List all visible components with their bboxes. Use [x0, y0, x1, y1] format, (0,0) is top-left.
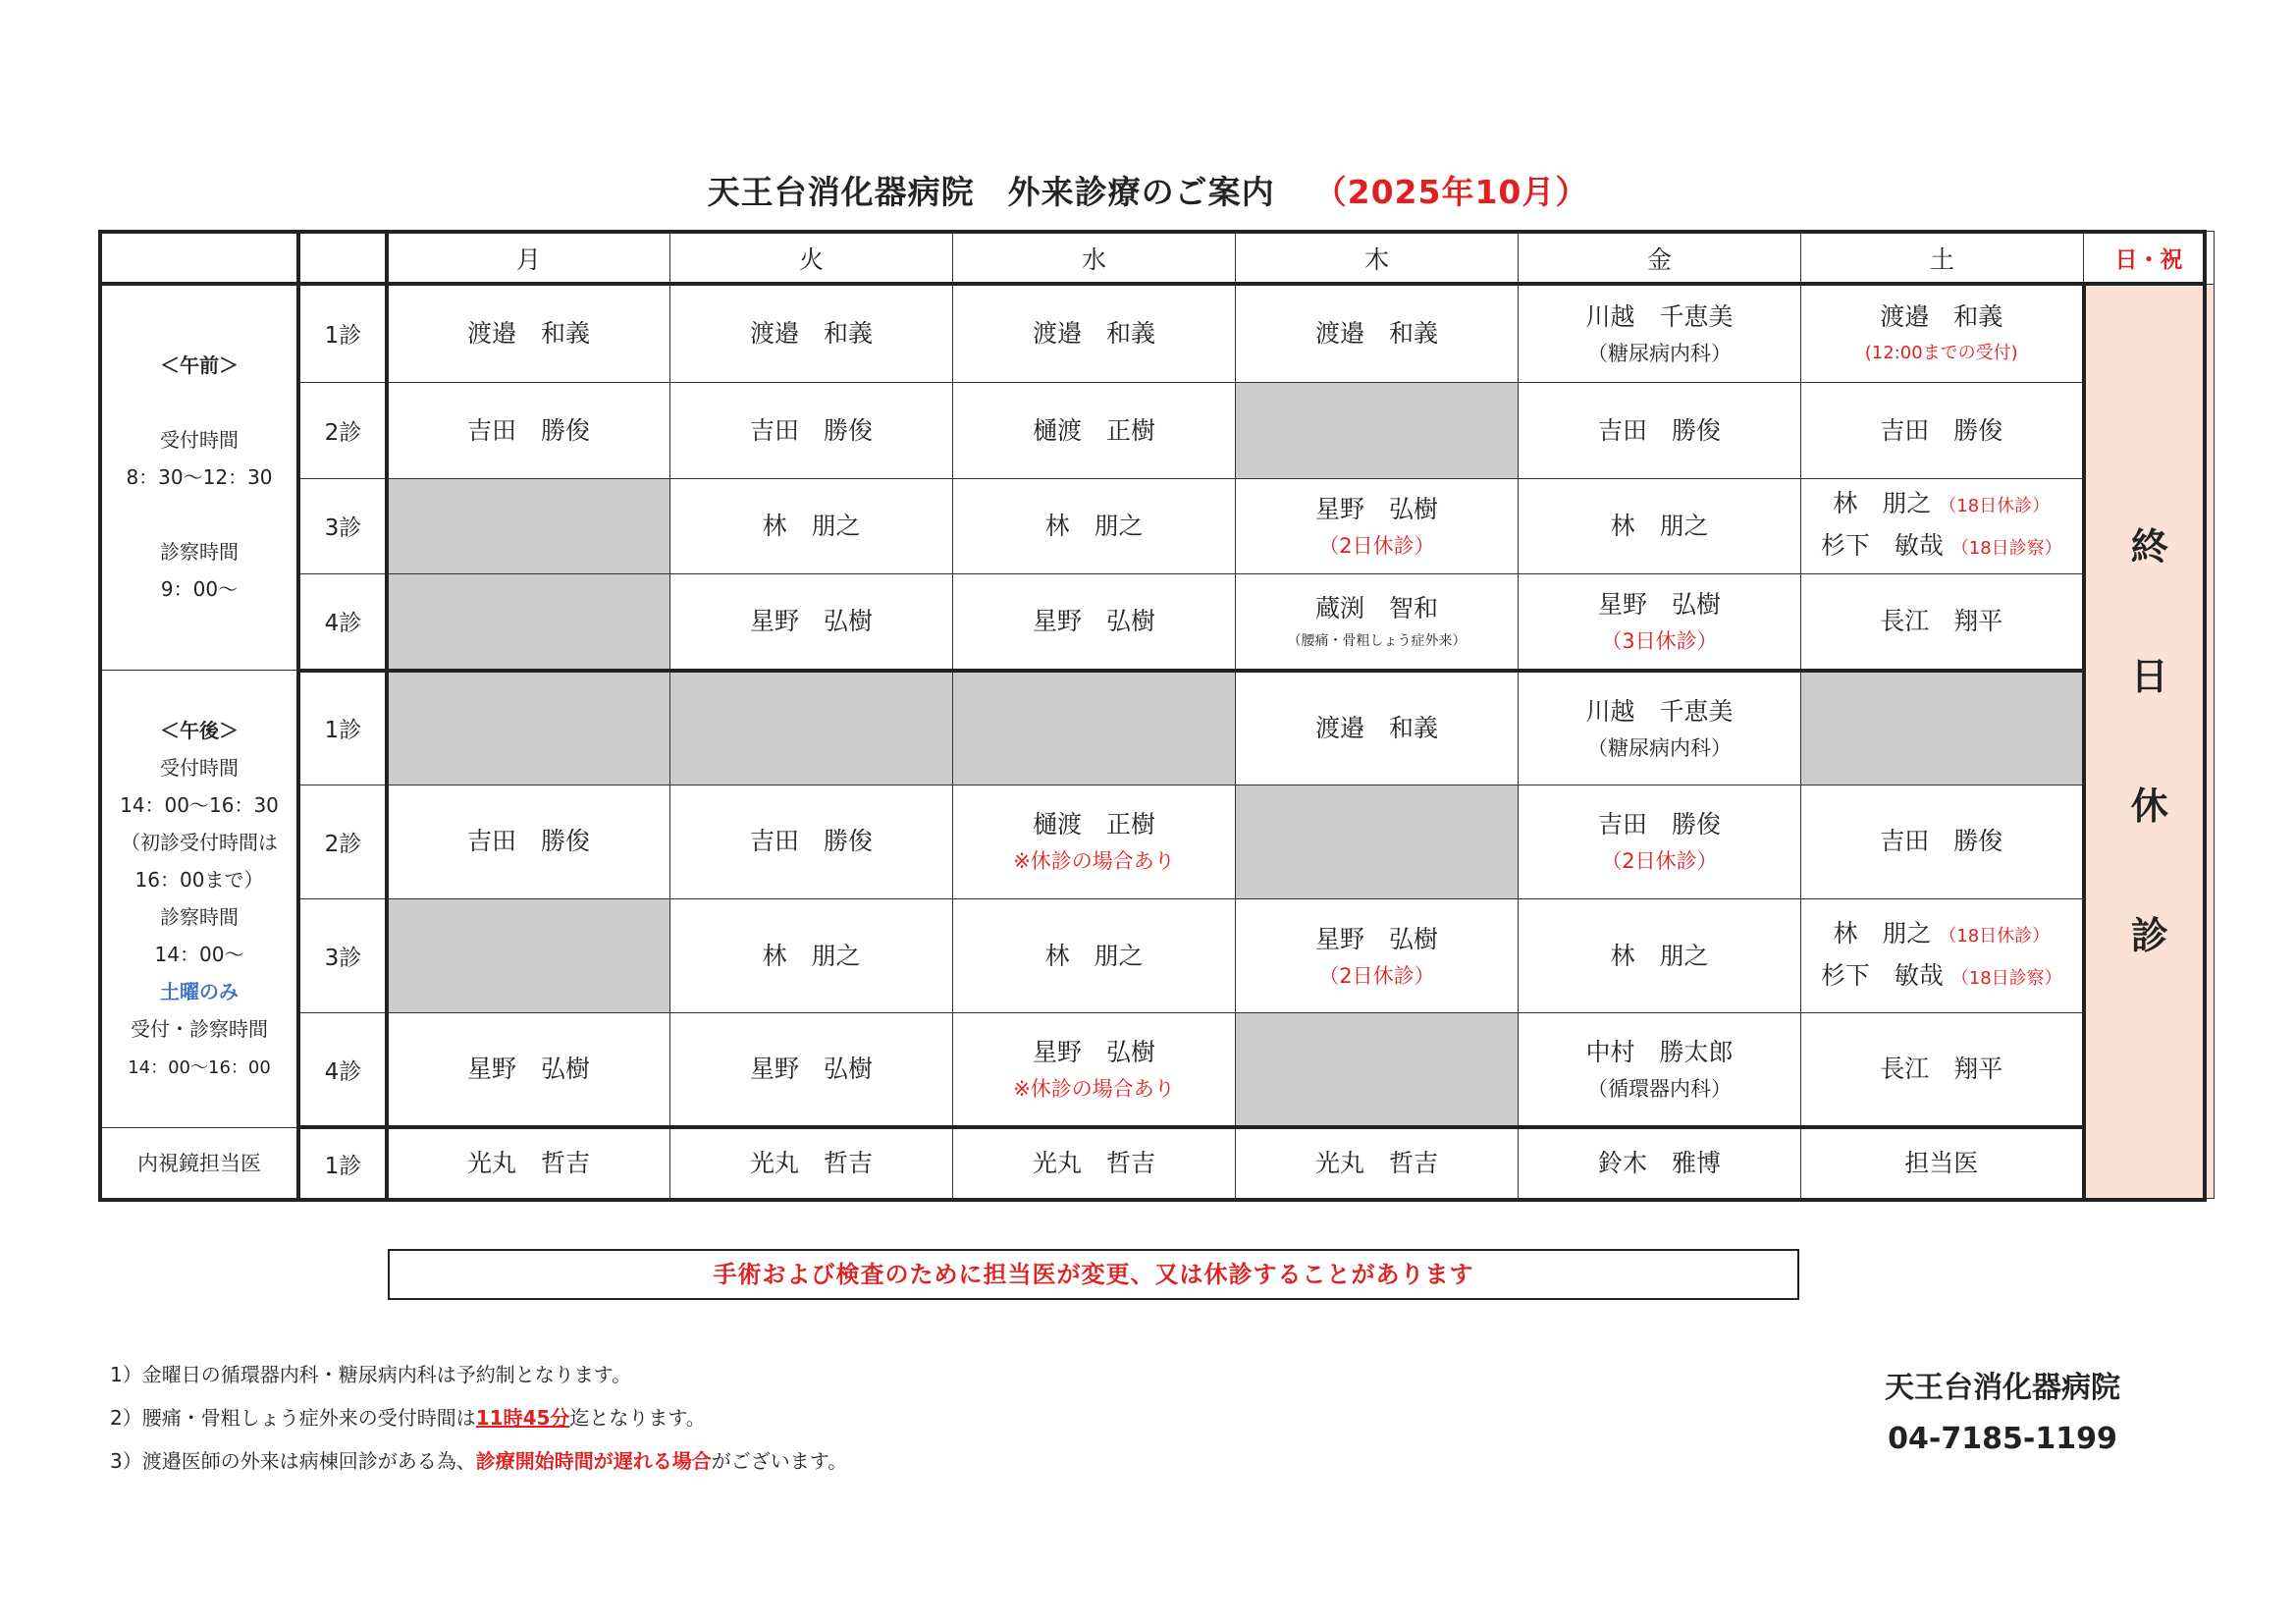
closed-char: 日 [2130, 655, 2168, 699]
doctor-cell [953, 785, 1236, 898]
doctor-cell: 吉田 勝俊 [670, 383, 953, 478]
session-label: 1診 [299, 285, 388, 383]
department-note: （循環器内科） [1587, 1077, 1732, 1102]
header-row [100, 232, 2215, 285]
holiday-closed-cell [2084, 285, 2215, 1199]
doctor-cell: 渡邉 和義 [1236, 671, 1519, 785]
doctor-cell: 吉田 勝俊 [388, 383, 670, 478]
doctor-cell: 鈴木 雅博 [1519, 1127, 1801, 1198]
empty-cell [670, 671, 953, 785]
hospital-phone: 04-7185-1199 [1888, 1422, 2117, 1456]
doctor-cell: 渡邉 和義 [953, 285, 1236, 383]
am-row-3 [100, 478, 2215, 573]
note-text: がございます。 [711, 1449, 848, 1473]
doctor-cell [1519, 285, 1801, 383]
page-title [0, 167, 2296, 213]
footnotes [110, 1353, 847, 1483]
header-holiday: 日・祝 [2084, 232, 2215, 285]
endoscopy-row [100, 1127, 2215, 1198]
pm-row-1 [100, 671, 2215, 785]
doctor-cell: 吉田 勝俊 [1519, 383, 1801, 478]
session-label: 4診 [299, 574, 388, 671]
doctor-cell: 光丸 哲吉 [1236, 1127, 1519, 1198]
am-row-2 [100, 383, 2215, 478]
note-text: 3）渡邉医師の外来は病棟回診がある為、 [110, 1449, 476, 1473]
doctor-name: 川越 千恵美 [1585, 696, 1734, 726]
notice-banner: 手術および検査のために担当医が変更、又は休診することがあります [388, 1249, 1799, 1300]
closure-note: ※休診の場合あり [1013, 849, 1175, 874]
pm-label: ＜午後＞ [160, 718, 239, 742]
empty-cell [388, 574, 670, 671]
sat-hours-time: 14：00〜16：00 [128, 1056, 271, 1078]
doctor-name: 渡邉 和義 [1880, 301, 2003, 331]
am-row-4 [100, 574, 2215, 671]
doctor-cell [1519, 574, 1801, 671]
doctor-name: 蔵渕 智和 [1314, 593, 1438, 623]
note-1: 1）金曜日の循環器内科・糖尿病内科は予約制となります。 [110, 1363, 632, 1386]
session-label: 1診 [299, 1127, 388, 1198]
pm-first-visit-time: 16：00まで） [134, 867, 264, 892]
header-day: 月 [388, 232, 670, 285]
am-label: ＜午前＞ [160, 353, 239, 378]
doctor-cell: 光丸 哲吉 [670, 1127, 953, 1198]
doctor-cell: 長江 翔平 [1801, 574, 2084, 671]
closure-note: （2日休診） [1318, 533, 1435, 558]
header-blank [299, 232, 388, 285]
note-emphasis: 診療開始時間が遅れる場合 [475, 1449, 712, 1473]
doctor-cell: 渡邉 和義 [670, 285, 953, 383]
doctor-cell: 長江 翔平 [1801, 1013, 2084, 1127]
doctor-cell [1236, 478, 1519, 573]
doctor-cell: 吉田 勝俊 [388, 785, 670, 898]
session-label: 1診 [299, 671, 388, 785]
doctor-name: 中村 勝太郎 [1585, 1038, 1734, 1067]
doctor-cell: 林 朋之 [953, 478, 1236, 573]
doctor-name: 杉下 敏哉 [1820, 960, 1944, 990]
doctor-cell: 吉田 勝俊 [670, 785, 953, 898]
closure-note: （2日休診） [1318, 963, 1435, 988]
doctor-cell: 林 朋之 [1519, 899, 1801, 1013]
saturday-only-label: 土曜のみ [160, 979, 239, 1003]
doctor-cell [1519, 671, 1801, 785]
title-text: 天王台消化器病院 外来診療のご案内 [707, 173, 1275, 211]
doctor-name: 杉下 敏哉 [1820, 530, 1944, 560]
pm-reception-label: 受付時間 [160, 755, 239, 780]
header-day: 木 [1236, 232, 1519, 285]
closure-note: （3日休診） [1601, 628, 1718, 653]
doctor-cell: 星野 弘樹 [670, 1013, 953, 1127]
column-divider [385, 230, 389, 1198]
doctor-cell: 渡邉 和義 [388, 285, 670, 383]
doctor-cell: 樋渡 正樹 [953, 383, 1236, 478]
doctor-name: 星野 弘樹 [1032, 1038, 1155, 1067]
header-blank [100, 232, 299, 285]
note-2 [110, 1396, 847, 1439]
pm-row-3 [100, 899, 2215, 1013]
session-label: 2診 [299, 383, 388, 478]
doctor-cell: 担当医 [1801, 1127, 2084, 1198]
doctor-cell [953, 1013, 1236, 1127]
session-label: 3診 [299, 478, 388, 573]
header-day: 火 [670, 232, 953, 285]
am-row-1 [100, 285, 2215, 383]
doctor-name: 川越 千恵美 [1585, 301, 1734, 331]
note-text: 2）腰痛・骨粗しょう症外来の受付時間は [110, 1406, 476, 1430]
am-reception-label: 受付時間 [160, 428, 239, 453]
doctor-name: 星野 弘樹 [1314, 494, 1438, 523]
empty-cell [1236, 785, 1519, 898]
am-reception-time: 8：30〜12：30 [126, 465, 273, 490]
doctor-cell [1519, 785, 1801, 898]
doctor-name: 林 朋之 [1833, 488, 1932, 517]
doctor-cell: 林 朋之 [953, 899, 1236, 1013]
doctor-name: 吉田 勝俊 [1597, 810, 1721, 839]
doctor-name: 林 朋之 [1833, 918, 1932, 947]
doctor-cell: 光丸 哲吉 [953, 1127, 1236, 1198]
doctor-cell [1519, 1013, 1801, 1127]
department-note: （糖尿病内科） [1587, 341, 1732, 365]
doctor-cell: 星野 弘樹 [670, 574, 953, 671]
note-emphasis: 11時45分 [475, 1406, 570, 1430]
closure-note: ※休診の場合あり [1013, 1077, 1175, 1102]
column-divider [296, 230, 300, 1198]
pm-row-2 [100, 785, 2215, 898]
doctor-name: 星野 弘樹 [1314, 924, 1438, 953]
session-label: 3診 [299, 899, 388, 1013]
pm-reception-time: 14：00〜16：30 [120, 792, 279, 817]
pm-exam-label: 診察時間 [160, 904, 239, 929]
empty-cell [1236, 383, 1519, 478]
doctor-cell: 林 朋之 [1519, 478, 1801, 573]
empty-cell [1236, 1013, 1519, 1127]
closure-note: （18日休診） [1939, 925, 2051, 947]
doctor-cell: 林 朋之 [670, 478, 953, 573]
pm-exam-time: 14：00〜 [154, 942, 244, 966]
pm-hours-cell [100, 671, 299, 1127]
closed-char: 診 [2130, 914, 2168, 958]
doctor-cell: 星野 弘樹 [953, 574, 1236, 671]
doctor-cell [1801, 478, 2084, 573]
header-day: 土 [1801, 232, 2084, 285]
hospital-contact [1845, 1363, 2160, 1465]
am-exam-label: 診察時間 [160, 540, 239, 565]
note-3 [110, 1439, 847, 1483]
empty-cell [388, 671, 670, 785]
doctor-cell: 光丸 哲吉 [388, 1127, 670, 1198]
doctor-name: 樋渡 正樹 [1032, 810, 1155, 839]
empty-cell [388, 478, 670, 573]
closed-char: 終 [2130, 525, 2168, 569]
session-label: 4診 [299, 1013, 388, 1127]
doctor-cell: 星野 弘樹 [388, 1013, 670, 1127]
header-divider [98, 282, 2205, 286]
session-label: 2診 [299, 785, 388, 898]
department-note: （腰痛・骨粗しょう症外来） [1287, 632, 1467, 649]
doctor-name: 星野 弘樹 [1597, 589, 1721, 619]
header-day: 金 [1519, 232, 1801, 285]
exam-note: （18日診察） [1950, 537, 2062, 559]
doctor-cell: 渡邉 和義 [1236, 285, 1519, 383]
reception-note: (12:00までの受付) [1864, 342, 2018, 363]
am-exam-time: 9：00〜 [160, 577, 239, 602]
doctor-cell: 林 朋之 [670, 899, 953, 1013]
department-note: （糖尿病内科） [1587, 735, 1732, 760]
empty-cell [953, 671, 1236, 785]
doctor-cell [1236, 899, 1519, 1013]
doctor-cell [1801, 285, 2084, 383]
schedule-table [99, 231, 2215, 1199]
empty-cell [388, 899, 670, 1013]
closure-note: （18日休診） [1939, 495, 2051, 516]
title-year: （2025年10月） [1313, 173, 1589, 211]
doctor-cell: 吉田 勝俊 [1801, 383, 2084, 478]
pm-first-visit-note: （初診受付時間は [121, 830, 278, 854]
doctor-cell [1236, 574, 1519, 671]
doctor-cell: 吉田 勝俊 [1801, 785, 2084, 898]
exam-note: （18日診察） [1950, 967, 2062, 989]
empty-cell [1801, 671, 2084, 785]
doctor-cell [1801, 899, 2084, 1013]
header-day: 水 [953, 232, 1236, 285]
sat-hours-label: 受付・診察時間 [131, 1016, 268, 1041]
endoscopy-label: 内視鏡担当医 [100, 1127, 299, 1198]
pm-row-4 [100, 1013, 2215, 1127]
closure-note: （2日休診） [1601, 849, 1718, 874]
closed-char: 休 [2130, 785, 2168, 829]
am-hours-cell [100, 285, 299, 671]
note-text: 迄となります。 [569, 1406, 706, 1430]
hospital-name: 天王台消化器病院 [1885, 1371, 2120, 1405]
